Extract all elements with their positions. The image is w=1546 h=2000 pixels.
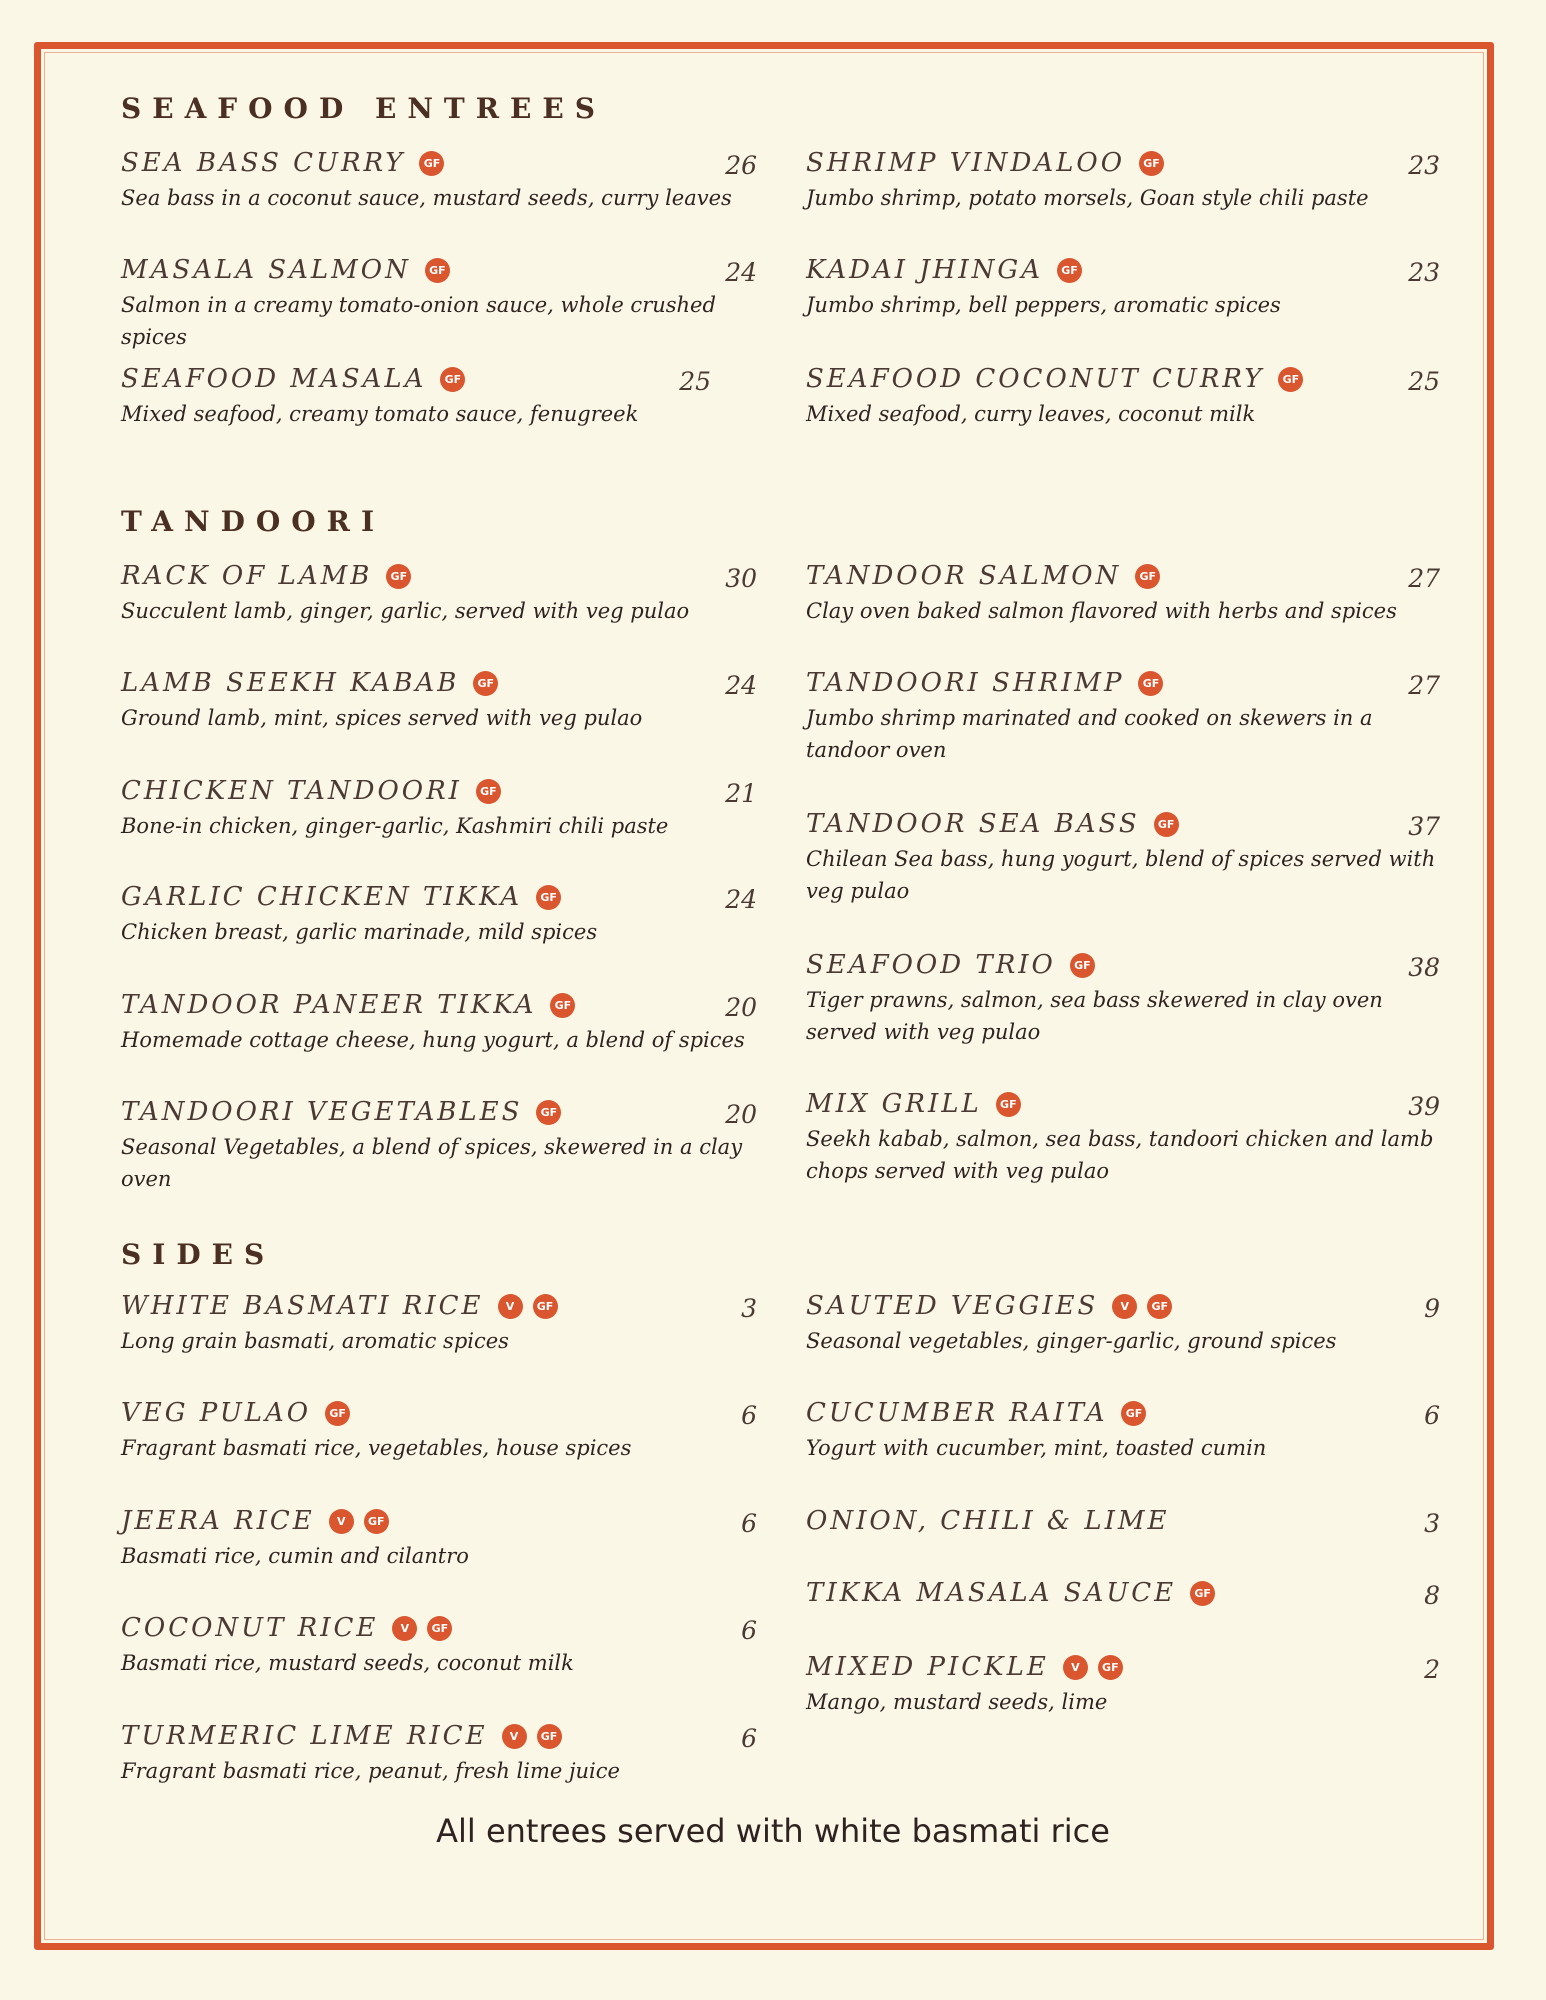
item-name: TIKKA MASALA SAUCE xyxy=(806,1578,1177,1608)
item-name: TANDOOR SEA BASS xyxy=(806,809,1140,839)
item-name-line xyxy=(121,1506,757,1542)
item-price: 6 xyxy=(741,1724,757,1753)
gluten-free-icon: GF xyxy=(537,1724,562,1749)
item-price: 6 xyxy=(741,1616,757,1645)
gluten-free-icon: GF xyxy=(536,885,561,910)
menu-item xyxy=(121,1097,757,1195)
menu-item xyxy=(121,364,711,430)
item-name: CUCUMBER RAITA xyxy=(806,1398,1108,1428)
item-name-line xyxy=(806,668,1440,704)
item-description: Sea bass in a coconut sauce, mustard seeds, curry leaves xyxy=(121,186,732,210)
item-price: 27 xyxy=(1408,564,1440,593)
menu-item xyxy=(121,148,757,214)
item-price: 20 xyxy=(725,993,757,1022)
item-name: COCONUT RICE xyxy=(121,1613,379,1643)
menu-item xyxy=(806,364,1440,430)
gluten-free-icon: GF xyxy=(473,671,498,696)
item-price: 39 xyxy=(1408,1092,1440,1121)
item-price: 27 xyxy=(1408,671,1440,700)
vegan-icon: V xyxy=(1063,1655,1088,1680)
item-name: TANDOORI SHRIMP xyxy=(806,668,1125,698)
item-price: 37 xyxy=(1408,812,1440,841)
gluten-free-icon: GF xyxy=(996,1092,1021,1117)
item-price: 3 xyxy=(1424,1509,1440,1538)
menu-item xyxy=(806,950,1440,1048)
section-title-seafood: SEAFOOD ENTREES xyxy=(121,92,606,125)
item-price: 8 xyxy=(1424,1581,1440,1610)
item-description: Fragrant basmati rice, vegetables, house spices xyxy=(121,1436,632,1460)
menu-item xyxy=(121,561,757,627)
section-title-sides: SIDES xyxy=(121,1238,276,1271)
item-name-line xyxy=(806,148,1440,184)
item-name: TANDOORI VEGETABLES xyxy=(121,1097,523,1127)
gluten-free-icon: GF xyxy=(440,367,465,392)
item-name: TANDOOR SALMON xyxy=(806,561,1122,591)
gluten-free-icon: GF xyxy=(325,1401,350,1426)
item-price: 6 xyxy=(741,1401,757,1430)
vegan-icon: V xyxy=(329,1509,354,1534)
item-name: MIX GRILL xyxy=(806,1089,982,1119)
menu-item xyxy=(806,1578,1440,1614)
gluten-free-icon: GF xyxy=(425,258,450,283)
item-price: 26 xyxy=(725,151,757,180)
item-description: Clay oven baked salmon flavored with herbs and spices xyxy=(806,599,1397,623)
footer-note: All entrees served with white basmati rice xyxy=(436,1812,1110,1850)
item-description: Mango, mustard seeds, lime xyxy=(806,1690,1108,1714)
item-name-line xyxy=(121,1721,757,1757)
menu-item xyxy=(121,1291,757,1357)
gluten-free-icon: GF xyxy=(550,993,575,1018)
item-name: WHITE BASMATI RICE xyxy=(121,1291,484,1321)
menu-item xyxy=(806,668,1440,766)
menu-item xyxy=(121,1613,757,1679)
item-name: SEAFOOD TRIO xyxy=(806,950,1056,980)
gluten-free-icon: GF xyxy=(427,1616,452,1641)
item-name: KADAI JHINGA xyxy=(806,255,1043,285)
vegan-icon: V xyxy=(502,1724,527,1749)
item-name: CHICKEN TANDOORI xyxy=(121,776,462,806)
item-name: MASALA SALMON xyxy=(121,255,411,285)
item-name-line xyxy=(806,1291,1440,1327)
item-price: 20 xyxy=(725,1100,757,1129)
item-name: LAMB SEEKH KABAB xyxy=(121,668,460,698)
menu-item xyxy=(806,1652,1440,1718)
item-description: Basmati rice, mustard seeds, coconut milk xyxy=(121,1651,574,1675)
item-description: Jumbo shrimp, potato morsels, Goan style chili paste xyxy=(806,186,1369,210)
item-price: 24 xyxy=(725,258,757,287)
menu-item xyxy=(806,255,1440,321)
menu-item xyxy=(806,561,1440,627)
item-description: Chilean Sea bass, hung yogurt, blend of spices served with veg pulao xyxy=(806,847,1436,903)
item-price: 24 xyxy=(725,885,757,914)
item-name: RACK OF LAMB xyxy=(121,561,373,591)
item-name: TANDOOR PANEER TIKKA xyxy=(121,990,537,1020)
item-description: Salmon in a creamy tomato-onion sauce, whole crushed spices xyxy=(121,293,716,349)
item-description: Seekh kabab, salmon, sea bass, tandoori chicken and lamb chops served with veg pulao xyxy=(806,1127,1434,1183)
item-description: Homemade cottage cheese, hung yogurt, a blend of spices xyxy=(121,1028,745,1052)
gluten-free-icon: GF xyxy=(1147,1294,1172,1319)
gluten-free-icon: GF xyxy=(1154,812,1179,837)
gluten-free-icon: GF xyxy=(1190,1581,1215,1606)
item-description: Ground lamb, mint, spices served with veg pulao xyxy=(121,706,643,730)
item-price: 9 xyxy=(1424,1294,1440,1323)
item-name: VEG PULAO xyxy=(121,1398,312,1428)
item-description: Succulent lamb, ginger, garlic, served with veg pulao xyxy=(121,599,690,623)
item-name-line xyxy=(121,1613,757,1649)
item-price: 23 xyxy=(1408,258,1440,287)
gluten-free-icon: GF xyxy=(386,564,411,589)
item-name-line xyxy=(806,1652,1440,1688)
item-description: Basmati rice, cumin and cilantro xyxy=(121,1544,469,1568)
vegan-icon: V xyxy=(1112,1294,1137,1319)
item-description: Fragrant basmati rice, peanut, fresh lime juice xyxy=(121,1759,620,1783)
gluten-free-icon: GF xyxy=(419,151,444,176)
item-name-line xyxy=(806,364,1440,400)
gluten-free-icon: GF xyxy=(1135,564,1160,589)
item-description: Tiger prawns, salmon, sea bass skewered in clay oven served with veg pulao xyxy=(806,988,1383,1044)
item-price: 24 xyxy=(725,671,757,700)
item-name-line xyxy=(806,561,1440,597)
item-name-line xyxy=(806,1578,1440,1614)
item-name: SAUTED VEGGIES xyxy=(806,1291,1099,1321)
item-description: Chicken breast, garlic marinade, mild spices xyxy=(121,920,598,944)
item-name-line xyxy=(806,1398,1440,1434)
item-price: 23 xyxy=(1408,151,1440,180)
section-title-tandoori: TANDOORI xyxy=(121,505,386,538)
menu-item xyxy=(806,1291,1440,1357)
item-name: SEAFOOD COCONUT CURRY xyxy=(806,364,1265,394)
item-name: GARLIC CHICKEN TIKKA xyxy=(121,882,523,912)
gluten-free-icon: GF xyxy=(1070,953,1095,978)
menu-item xyxy=(121,255,757,353)
item-description: Mixed seafood, curry leaves, coconut milk xyxy=(806,402,1256,426)
item-name-line xyxy=(121,776,757,812)
item-name-line xyxy=(121,1398,757,1434)
gluten-free-icon: GF xyxy=(536,1100,561,1125)
item-name: SHRIMP VINDALOO xyxy=(806,148,1126,178)
menu-item xyxy=(806,1089,1440,1187)
item-name-line xyxy=(121,990,757,1026)
item-description: Jumbo shrimp marinated and cooked on skewers in a tandoor oven xyxy=(806,706,1373,762)
item-name-line xyxy=(806,1506,1440,1542)
menu-item xyxy=(121,882,757,948)
gluten-free-icon: GF xyxy=(1057,258,1082,283)
menu-item xyxy=(121,1398,757,1464)
gluten-free-icon: GF xyxy=(476,779,501,804)
item-name: TURMERIC LIME RICE xyxy=(121,1721,488,1751)
item-description: Bone-in chicken, ginger-garlic, Kashmiri chili paste xyxy=(121,814,669,838)
menu-item xyxy=(806,148,1440,214)
item-name-line xyxy=(806,809,1440,845)
menu-item xyxy=(121,668,757,734)
item-price: 21 xyxy=(725,779,757,808)
item-price: 25 xyxy=(1408,367,1440,396)
item-name-line xyxy=(806,950,1440,986)
item-price: 25 xyxy=(679,367,711,396)
vegan-icon: V xyxy=(498,1294,523,1319)
item-price: 38 xyxy=(1408,953,1440,982)
item-name-line xyxy=(121,1097,757,1133)
gluten-free-icon: GF xyxy=(364,1509,389,1534)
item-name-line xyxy=(121,561,757,597)
gluten-free-icon: GF xyxy=(1121,1401,1146,1426)
menu-item xyxy=(121,1506,757,1572)
item-name-line xyxy=(121,882,757,918)
item-name: SEA BASS CURRY xyxy=(121,148,406,178)
item-description: Long grain basmati, aromatic spices xyxy=(121,1329,509,1353)
item-price: 30 xyxy=(725,564,757,593)
gluten-free-icon: GF xyxy=(1278,367,1303,392)
item-price: 6 xyxy=(741,1509,757,1538)
item-name-line xyxy=(806,1089,1440,1125)
item-name: MIXED PICKLE xyxy=(806,1652,1049,1682)
item-price: 2 xyxy=(1424,1655,1440,1684)
vegan-icon: V xyxy=(392,1616,417,1641)
item-name: SEAFOOD MASALA xyxy=(121,364,427,394)
menu-item xyxy=(121,776,757,842)
menu-item xyxy=(806,1398,1440,1464)
item-description: Yogurt with cucumber, mint, toasted cumin xyxy=(806,1436,1267,1460)
item-name-line xyxy=(121,148,757,184)
item-name-line xyxy=(806,255,1440,291)
menu-item xyxy=(806,1506,1440,1542)
menu-item xyxy=(121,990,757,1056)
item-name-line xyxy=(121,364,711,400)
item-name: ONION, CHILI & LIME xyxy=(806,1506,1170,1536)
item-price: 6 xyxy=(1424,1401,1440,1430)
item-name-line xyxy=(121,1291,757,1327)
item-name-line xyxy=(121,255,757,291)
menu-item xyxy=(121,1721,757,1787)
menu-item xyxy=(806,809,1440,907)
gluten-free-icon: GF xyxy=(1138,671,1163,696)
item-name: JEERA RICE xyxy=(121,1506,315,1536)
item-description: Seasonal vegetables, ginger-garlic, ground spices xyxy=(806,1329,1337,1353)
item-name-line xyxy=(121,668,757,704)
item-price: 3 xyxy=(741,1294,757,1323)
gluten-free-icon: GF xyxy=(533,1294,558,1319)
gluten-free-icon: GF xyxy=(1098,1655,1123,1680)
item-description: Seasonal Vegetables, a blend of spices, skewered in a clay oven xyxy=(121,1135,743,1191)
item-description: Mixed seafood, creamy tomato sauce, fenugreek xyxy=(121,402,639,426)
gluten-free-icon: GF xyxy=(1139,151,1164,176)
item-description: Jumbo shrimp, bell peppers, aromatic spices xyxy=(806,293,1281,317)
